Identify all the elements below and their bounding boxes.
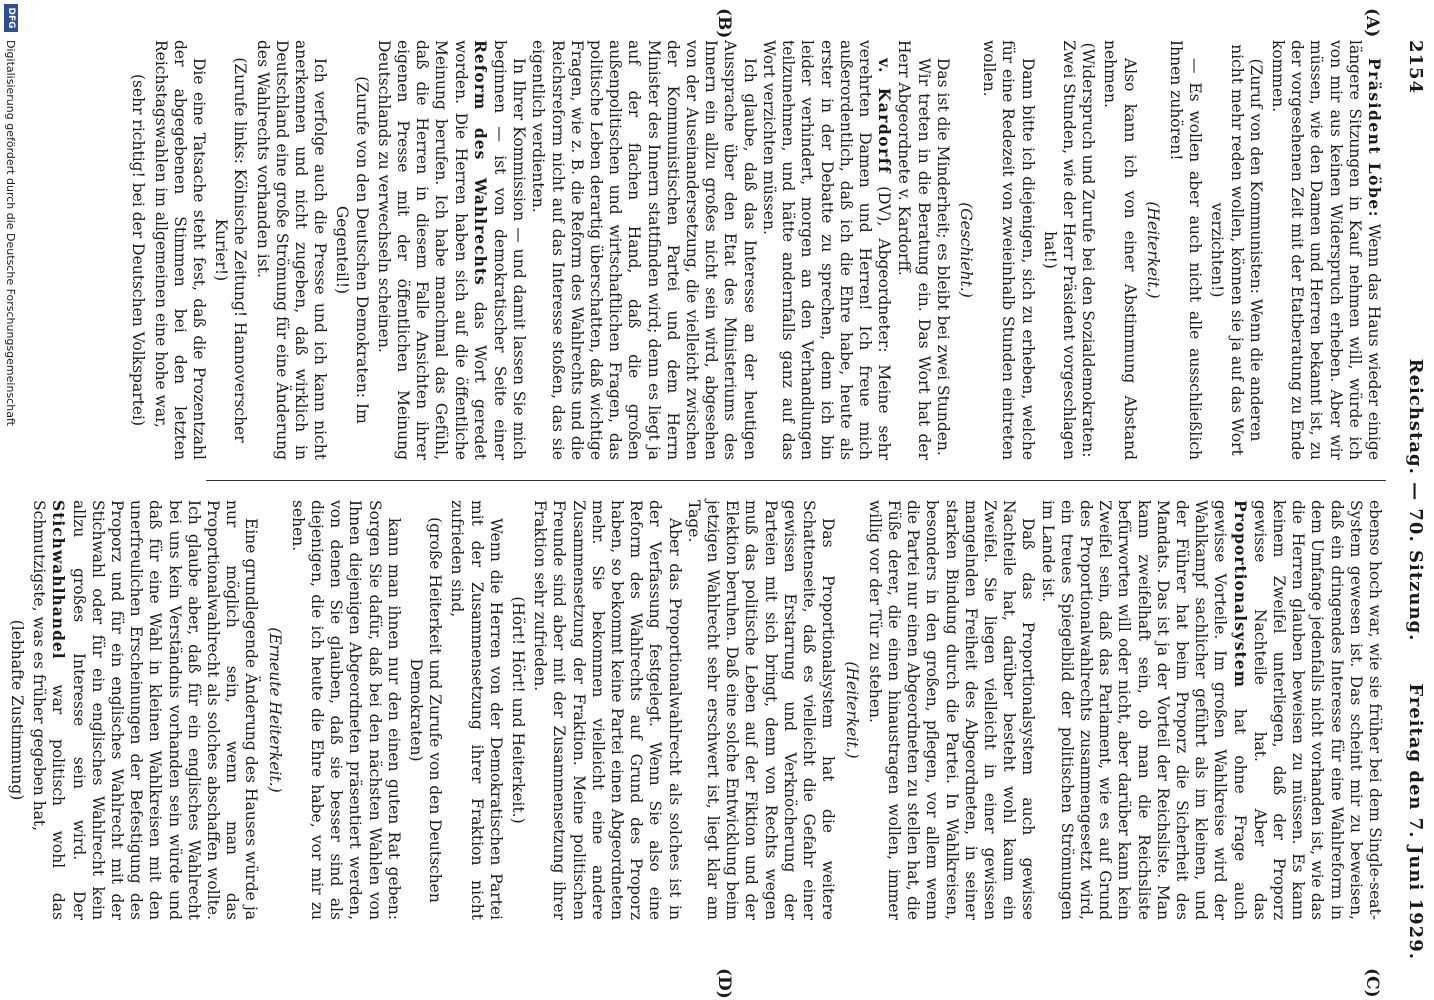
paragraph [374,40,529,460]
footer-text: Digitalisierung gefördert durch die Deutsche Forschungsgemeinschaft [4,40,17,426]
emphasis: Proportionalsystem [1230,500,1250,688]
left-column [125,40,1384,460]
speaker-name: Präsident Löbe: [1365,58,1384,218]
margin-marker-b: (B) [714,8,734,39]
paragraph: Aber das Proportionalwahlrecht als solches ist in der Verfassung festgelegt. Wenn Sie also eine Reform des Wahlrechts auf Grund des Proporz haben, so bekommt keine Partei einen Abgeordneten mehr. Sie bekommen vielleicht eine andere Zusammensetzung der Fraktion. Meine politischen Freunde sind aber mit der Zusammensetzung ihrer Fraktion sehr zufrieden. [531,500,684,920]
paragraph: Wenn die Herren von der Demokratischen Partei mit der Zusammensetzung ihrer Fraktion nicht zufrieden sind, [448,500,505,920]
paragraph-text: ebenso hoch war, wie sie früher bei dem Single-seat-System gewesen ist. Das scheint mir zu beweisen, daß ein dringendes Interesse für eine Wahlreform in dem Umfange jedenfalls nicht vorhanden ist, wie das die Herren glauben beweisen zu müssen. Es kann keinem Zweifel unterliegen, daß der Proporz gewisse Nachteile hat. Aber das [1250,500,1384,920]
interjection: (Zurufe links: Kölnische Zeitung! Hannoverscher Kurier!) [212,57,250,443]
speaker-name: v. Kardorff [875,58,895,175]
interjection: (Hört! Hört! und Heiterkeit.) [509,596,528,824]
digitization-footer [0,0,24,1000]
margin-marker-d: (D) [714,968,734,999]
paragraph-text: das Wort geredet worden. Die Herren haben sich auf die öffentliche Meinung berufen. Ich habe manchmal das Gefühl, daß die Herren in diesem Falle Ansichten ihrer eigenen Presse mit der öffentlichen Meinung Deutschlands zu verwechseln scheinen. [374,40,489,460]
paragraph-text: Wenn das Haus wieder einige längere Sitzungen in Kauf nehmen will, würde ich von mir aus keinen Widerspruch erheben. Aber wir müssen, wie den Damen und Herren bekannt ist, zu der vorgesehenen Zeit mit der Etatberatung zu Ende kommen. [1268,40,1383,460]
interjection: (Geschieht.) [956,202,975,298]
interjection: (sehr richtig! bei der Deutschen Volkspartei) [129,73,148,427]
header-date: Freitag den 7. Juni 1929. [1405,683,1426,960]
page-header [1396,40,1426,960]
dfg-logo: DFG [4,4,18,32]
paragraph-text: hat ohne Frage auch gewisse Vorteile. Im großen Wahlkreise wird der Wahlkampf sachlicher geführt als im kleinen, und der Führer hat beim Proporz die Sicherheit des Mandats. Das ist ja der Vorteil der Reichsliste. Man kann zweifelhaft sein, ob man die Reichsliste befürworten will oder nicht, aber darüber kann kein Zweifel sein, daß das Parlament, wie es auf Grund des Proportionalwahlrechts zusammengesetzt wird, ein treues Spiegelbild der politischen Strömungen im Lande ist. [1038,500,1249,920]
paragraph: — Es wollen aber auch nicht alle ausschließlich Ihnen zuhören! [1166,40,1205,460]
interjection: (Zurufe von den Deutschen Demokraten: Im Gegenteil!) [333,76,371,424]
margin-marker-a: (A) [1362,8,1382,38]
interjection: (große Heiterkeit und Zurufe von den Deutschen Demokraten) [407,517,445,903]
interjection: (Zuruf von den Kommunisten: Wenn die anderen nicht mehr reden wollen, können sie ja auf das Wort verzichten!) [1208,44,1265,456]
paragraph: Also kann ich von einer Abstimmung Abstand nehmen. [1101,40,1139,460]
paragraph: Daß das Proportionalsystem auch gewisse Nachteile hat, darüber besteht wohl kaum ein Zweifel. Sie liegen vielleicht in einer gewissen mangelnden Freiheit des Abgeordneten, in seiner starken Bindung durch die Partei. In Wahlkreisen, besonders in den großen, pflegen, vor allem wenn die Partei nur einen Abgeordneten zu stellen hat, die Füße derer, die einen hinaustragen wollen, immer willig vor der Tür zu stehen. [865,500,1038,920]
page-number: 2154 [1405,40,1426,95]
paragraph: Ich glaube, daß das Interesse an der heutigen Aussprache über den Etat des Ministeriums des Innern ein allzu großes nicht sein wird, abgesehen von der Auseinandersetzung, die vielleicht zwischen der Kommunistischen Partei und dem Herrn Minister des Innern stattfinden wird; denn es liegt ja auf der flachen Hand, daß die großen außenpolitischen und wirtschaftlichen Fragen, das politische Leben derartig überschatten, daß wichtige Fragen, wie z. B. die Reform des Wahlrechts und die Reichsreform nicht auf das Interesse stoßen, das sie eigentlich verdienten. [529,40,759,460]
paragraph-text: war politisch wohl das Schmutzigste, was es früher gegeben hat, [30,500,68,920]
paragraph: Ich verfolge auch die Presse und ich kann nicht anerkennen und nicht zugeben, daß wirklich in Deutschland eine große Strömung für eine Änderung des Wahlrechts vorhanden ist. [253,40,330,460]
right-column [4,500,1384,920]
paragraph-text: Eine grundlegende Änderung des Hauses würde ja nur möglich sein, wenn man das Proportionalwahlrecht als solches abschaffen wollte. Ich glaube aber, daß für ein englisches Wahlrecht bei uns kein Verständnis vorhanden sein würde und daß für eine Wahl in kleinen Wahlkreisen mit den unerfreulichen Erscheinungen der Befestigung des Proporz und für ein englisches Wahlrecht mit der Stichwahl oder für ein englisches Wahlrecht kein allzu großes Interesse sein wird. Der [69,500,261,920]
paragraph [1037,500,1384,920]
paragraph: Das ist die Minderheit; es bleibt bei zwei Stunden. [933,58,952,456]
emphasis: Stichwahlhandel [49,500,69,660]
paragraph: Dann bitte ich diejenigen, sich zu erheben, welche für eine Redezeit von zweieinhalb Stunden eintreten wollen. [980,40,1037,460]
paragraph: Wir treten in die Beratung ein. Das Wort hat der Herr Abgeordnete v. Kardorff. [895,40,933,460]
column-divider [206,480,1386,481]
running-title: Reichstag. — 70. Sitzung. [1405,358,1426,642]
paragraph [1268,40,1384,460]
paragraph: Das Proportionalsystem hat die weitere Schattenseite, daß es vielleicht die Gefahr einer gewissen Erstarrung und Verknöcherung der Parteien mit sich bringt, denn von Rechts wegen muß das politische Leben auf der Fiktion und der Elektion beruhen. Daß eine solche Entwicklung beim jetzigen Wahlrecht sehr erschwert ist, liegt klar am Tage. [684,500,838,920]
margin-marker-c: (C) [1362,968,1382,998]
paragraph [29,500,260,920]
paragraph-text: In Ihrer Kommission — und damit lassen Sie mich beginnen — ist von demokratischer Seite einer [491,40,529,460]
interjection: (Heiterkeit.) [1143,201,1162,299]
paragraph: Die eine Tatsache steht fest, daß die Prozentzahl der abgegebenen Stimmen bei den letzten Reichstagswahlen im allgemeinen eine hohe war, [151,40,209,460]
interjection: (lebhafte Zustimmung) [7,619,26,801]
interjection: (Widerspruch und Zurufe bei den Sozialdemokraten: Zwei Stunden, wie der Herr Präsident vorgeschlagen hat!) [1040,40,1098,460]
interjection: (Erneute Heiterkeit.) [265,627,284,793]
emphasis: Reform des Wahlrechts [470,40,490,286]
paragraph: kann man ihnen nur den einen guten Rat geben: Sorgen Sie dafür, daß bei den nächsten Wahlen von Ihnen diejenigen Abgeordneten präsentiert werden, von denen Sie glauben, daß sie besser sind als diejenigen, die ich heute die Ehre habe, vor mir zu sehen. [288,500,403,920]
interjection: (Heiterkeit.) [842,661,861,759]
paragraph-text: (DV), Abgeordneter: Meine sehr verehrten Damen und Herren! Ich freue mich außerordentlich, daß ich die Ehre habe, heute als erster in der Debatte zu sprechen, denn ich bin leider verhindert, morgen an den Verhandlungen teilzunehmen, und hätte andernfalls ganz auf das Wort verzichten müssen. [759,40,894,460]
paragraph [759,40,894,460]
